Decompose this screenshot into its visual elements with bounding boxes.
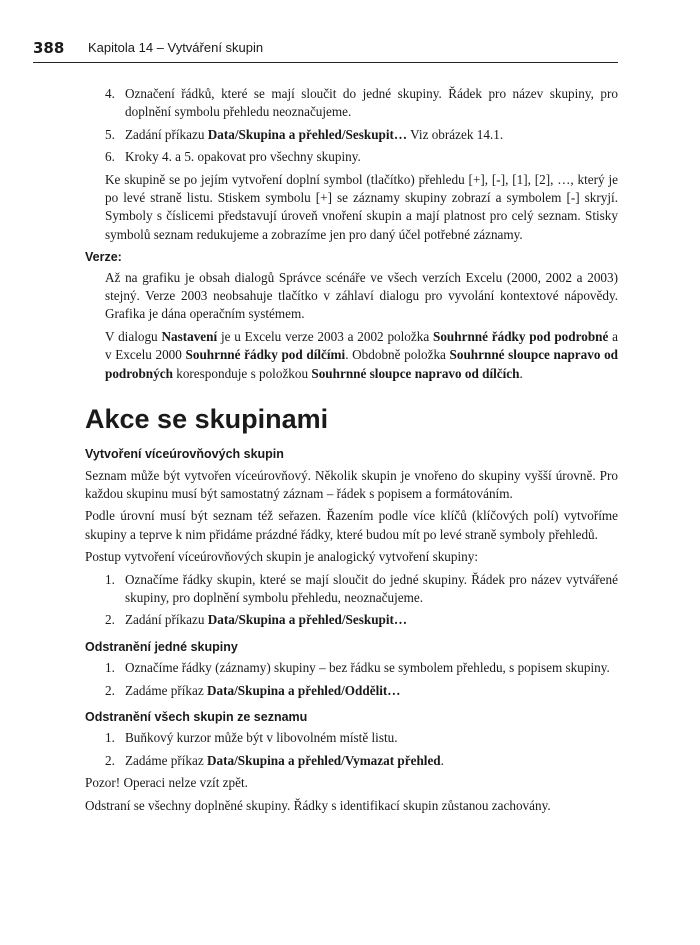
- paragraph: Seznam může být vytvořen víceúrovňový. Několik skupin je vnořeno do skupiny vyšší úrovně. Pro každou skupinu musí být samostatný záznam – řádek s popisem a formátováním.: [85, 467, 618, 501]
- list-item: 5. Zadání příkazu Data/Skupina a přehled/Seskupit… Viz obrázek 14.1.: [105, 126, 504, 142]
- steps-list-multilevel: [85, 571, 618, 630]
- paragraph-verze-2: V dialogu Nastavení je u Excelu verze 2003 a 2002 položka Souhrnné řádky pod podrobné a v Excelu 2000 Souhrnné řádky pod dílčími. Obdobně položka Souhrnné sloupce napravo od podrobných koresponduje s položkou Souhrnné sloupce napravo od dílčích.: [105, 328, 619, 381]
- chapter-title: Kapitola 14 – Vytváření skupin: [88, 40, 264, 55]
- paragraph: Podle úrovní musí být seznam též seřazen. Řazením podle více klíčů (klíčových polí) vytvoříme skupiny a teprve k nim přidáme prázdné řádky, které budou mít po levé straně symboly přehledů.: [85, 508, 618, 542]
- steps-list-remove-one: [85, 659, 618, 700]
- running-header: [33, 36, 618, 63]
- subheading-remove-all: Odstranění všech skupin ze seznamu: [85, 709, 308, 724]
- steps-list-top: [85, 85, 618, 167]
- list-item: 1. Označíme řádky (záznamy) skupiny – bez řádku se symbolem přehledu, s popisem skupiny.: [105, 660, 610, 676]
- paragraph-verze-1: Až na grafiku je obsah dialogů Správce scénáře ve všech verzích Excelu (2000, 2002 a 2003) stejný. Verze 2003 neobsahuje tlačítko v záhlaví dialogu pro vyvolání kontextové nápovědy. Grafika je dána operačním systémem.: [105, 269, 618, 322]
- steps-list-remove-all: [85, 729, 618, 770]
- paragraph: Odstraní se všechny doplněné skupiny. Řádky s identifikací skupin zůstanou zachovány.: [85, 797, 551, 813]
- paragraph: Postup vytvoření víceúrovňových skupin je analogický vytvoření skupiny:: [85, 549, 479, 565]
- list-item: 1. Označíme řádky skupin, které se mají sloučit do jedné skupiny. Řádek pro název vytvářené skupiny, pro doplnění symbolu přehledu, neoznačujeme.: [105, 571, 618, 605]
- list-item: 2. Zadáme příkaz Data/Skupina a přehled/Oddělit…: [105, 682, 401, 698]
- list-item: 6. Kroky 4. a 5. opakovat pro všechny skupiny.: [105, 149, 361, 165]
- page-body: [85, 85, 618, 819]
- subheading-multilevel: Vytvoření víceúrovňových skupin: [85, 447, 284, 462]
- list-item: 2. Zadáme příkaz Data/Skupina a přehled/Vymazat přehled.: [105, 752, 444, 768]
- section-title: Akce se skupinami: [85, 404, 329, 435]
- list-item: 2. Zadání příkazu Data/Skupina a přehled/Seskupit…: [105, 612, 408, 628]
- list-item: 4. Označení řádků, které se mají sloučit do jedné skupiny. Řádek pro název skupiny, pro doplnění symbolu přehledu neoznačujeme.: [105, 86, 618, 120]
- verze-label: Verze:: [85, 250, 122, 265]
- paragraph-symbols: Ke skupině se po jejím vytvoření doplní symbol (tlačítko) přehledu [+], [-], [1], [2], …, který je po levé straně listu. Stiskem symbolu [+] se záznamy skupiny zobrazí a symbolem [-] skryjí. Symboly s číslicemi představují úroveň vnoření skupin a mají platnost pro celý seznam. Stisky symbolů seznam redukujeme a zobrazíme jen pro daný účel potřebné záznamy.: [105, 171, 618, 242]
- list-item: 1. Buňkový kurzor může být v libovolném místě listu.: [105, 730, 398, 746]
- subheading-remove-one: Odstranění jedné skupiny: [85, 639, 238, 654]
- page-number: 388: [33, 39, 65, 57]
- warning-text: Pozor! Operaci nelze vzít zpět.: [85, 775, 248, 791]
